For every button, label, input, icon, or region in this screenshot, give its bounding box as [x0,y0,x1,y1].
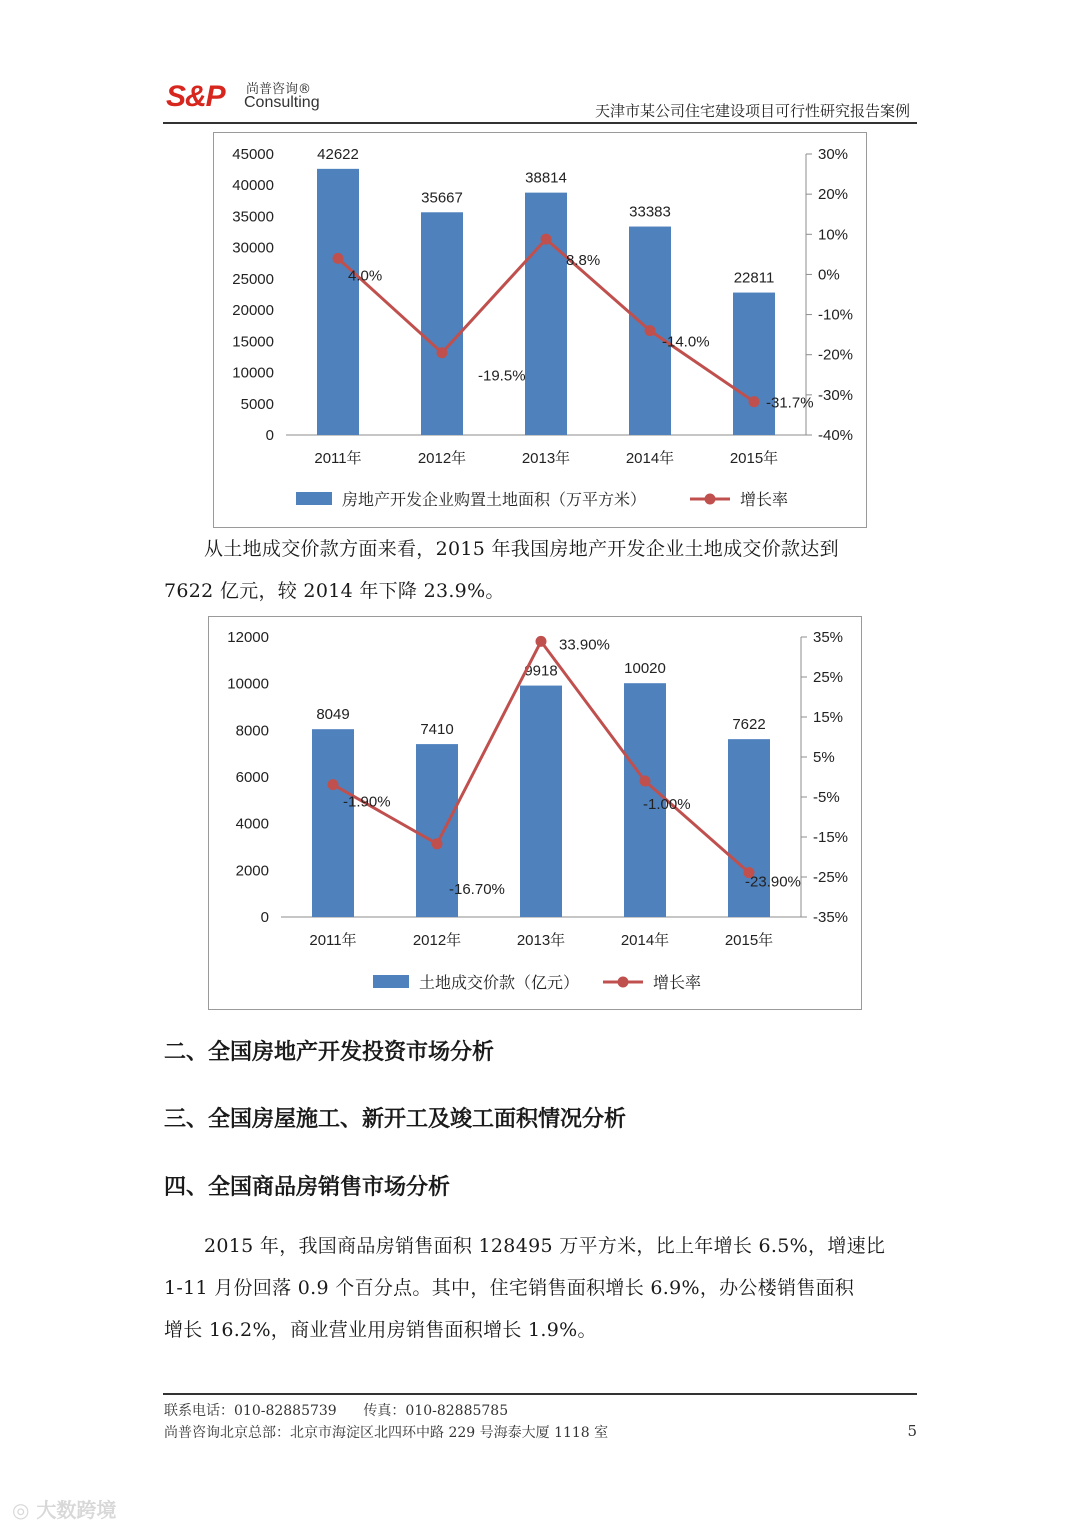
growth-rate-label: -31.7% [766,394,814,412]
right-axis-tick-label: -40% [818,427,854,444]
legend-line-marker [705,494,716,505]
growth-rate-point [437,347,448,358]
left-axis-tick-label: 15000 [232,333,274,351]
category-label: 2012年 [417,450,467,467]
growth-rate-label: -16.70% [449,880,505,898]
paragraph-line [164,528,916,570]
growth-rate-point [536,636,547,647]
paragraph-line [164,1309,916,1351]
left-axis-tick-label: 25000 [232,270,274,288]
right-axis-tick-label: -30% [818,386,854,404]
growth-rate-label: -14.0% [662,333,710,351]
legend-bar-label: 土地成交价款（亿元） [419,975,580,992]
footer-divider [163,1393,917,1395]
legend-line-label: 增长率 [740,492,789,509]
left-axis-tick-label: 45000 [232,146,274,163]
growth-rate-point [640,776,651,787]
growth-rate-point [749,396,760,407]
land-area-chart [213,132,867,528]
land-price-chart-svg [209,617,863,1011]
growth-rate-point [541,234,552,245]
category-label: 2014年 [625,450,675,467]
growth-rate-label: 8.8% [566,252,601,270]
right-axis-tick-label: 30% [818,146,849,163]
bar-value-label: 22811 [733,269,775,287]
section-heading-investment: 二、全国房地产开发投资市场分析 [164,1040,495,1065]
growth-rate-label: -1.00% [643,796,691,813]
category-label: 2013年 [516,932,566,949]
right-axis-tick-label: -25% [813,869,849,886]
category-label: 2012年 [412,932,462,949]
right-axis-tick-label: -20% [818,346,854,364]
growth-rate-label: 33.90% [559,636,610,654]
right-axis-tick-label: 10% [818,226,849,244]
paragraph-text: 2015 年，我国商品房销售面积 128495 万平方米，比上年增长 6.5%，增速比 [204,1235,886,1257]
growth-rate-point [328,779,339,790]
data-bar [317,169,359,435]
legend-line-marker [618,977,629,988]
left-axis-tick-label: 30000 [232,239,274,257]
land-price-paragraph [164,528,916,612]
right-axis-tick-label: 0% [818,266,840,284]
paragraph-line [164,1267,916,1309]
data-bar [312,729,354,917]
left-axis-tick-label: 2000 [235,862,269,880]
logo-english-name: Consulting [244,94,320,111]
right-axis-tick-label: 5% [813,749,835,766]
left-axis-tick-label: 6000 [235,769,269,786]
left-axis-tick-label: 10000 [227,675,269,693]
right-axis-tick-label: 25% [813,669,844,686]
section-heading-sales: 四、全国商品房销售市场分析 [164,1175,451,1200]
bar-value-label: 7622 [732,716,766,734]
bar-value-label: 42622 [317,145,359,163]
paragraph-text: 7622 亿元，较 2014 年下降 23.9%。 [164,580,505,602]
growth-rate-label: -23.90% [745,873,801,891]
category-label: 2015年 [724,932,774,949]
category-label: 2013年 [521,450,571,467]
land-price-chart [208,616,862,1010]
paragraph-line [164,570,916,612]
paragraph-line [164,1225,916,1267]
data-bar [421,212,463,435]
logo-mark: S&P [166,80,225,113]
data-bar [733,293,775,435]
land-area-chart-svg [214,133,868,529]
right-axis-tick-label: -10% [818,306,854,324]
bar-value-label: 35667 [421,189,463,207]
page-number: 5 [907,1422,917,1440]
paragraph-text: 增长 16.2%，商业营业用房销售面积增长 1.9%。 [164,1319,597,1341]
growth-rate-label: -19.5% [478,367,526,385]
watermark [12,1494,116,1523]
right-axis-tick-label: -15% [813,829,849,846]
right-axis-tick-label: -5% [813,789,840,806]
watermark-text: 大数跨境 [36,1498,117,1522]
category-label: 2011年 [314,450,362,467]
right-axis-tick-label: 20% [818,186,849,204]
left-axis-tick-label: 0 [260,909,269,926]
left-axis-tick-label: 40000 [232,177,274,195]
legend-bar-swatch [373,975,409,988]
company-logo [166,78,336,118]
bar-value-label: 8049 [316,706,350,724]
left-axis-tick-label: 4000 [235,815,269,833]
paragraph-text: 1-11 月份回落 0.9 个百分点。其中，住宅销售面积增长 6.9%，办公楼销售面积 [164,1277,855,1299]
bar-value-label: 38814 [525,169,567,187]
paragraph-text: 从土地成交价款方面来看，2015 年我国房地产开发企业土地成交价款达到 [204,538,839,560]
growth-rate-point [432,838,443,849]
growth-rate-label: 4.0% [348,267,383,285]
watermark-icon: ◎ [12,1498,37,1522]
legend-bar-label: 房地产开发企业购置土地面积（万平方米） [342,492,647,509]
category-label: 2014年 [620,932,670,949]
bar-value-label: 33383 [629,203,671,221]
growth-rate-point [645,325,656,336]
logo-chinese-name: 尚普咨询® [246,82,312,97]
bar-value-label: 10020 [624,660,666,678]
left-axis-tick-label: 35000 [232,208,274,226]
left-axis-tick-label: 8000 [235,722,269,740]
legend-bar-swatch [296,492,332,505]
legend-line-label: 增长率 [653,975,702,992]
document-header-title: 天津市某公司住宅建设项目可行性研究报告案例 [594,102,910,120]
left-axis-tick-label: 0 [265,427,274,444]
growth-rate-label: -1.90% [343,793,391,811]
right-axis-tick-label: 15% [813,709,844,726]
section-heading-construction: 三、全国房屋施工、新开工及竣工面积情况分析 [164,1107,627,1132]
footer-contact: 联系电话：010-82885739 传真：010-82885785 [164,1403,509,1419]
header-divider [163,122,917,124]
category-label: 2011年 [309,932,357,949]
sales-paragraph [164,1225,916,1351]
left-axis-tick-label: 10000 [232,364,274,382]
left-axis-tick-label: 12000 [227,629,269,646]
data-bar [525,193,567,435]
bar-value-label: 9918 [524,662,558,680]
footer-address: 尚普咨询北京总部：北京市海淀区北四环中路 229 号海泰大厦 1118 室 [164,1425,609,1441]
right-axis-tick-label: -35% [813,909,849,926]
left-axis-tick-label: 20000 [232,302,274,320]
growth-rate-point [333,253,344,264]
data-bar [520,686,562,917]
category-label: 2015年 [729,450,779,467]
bar-value-label: 7410 [420,721,454,739]
left-axis-tick-label: 5000 [240,395,274,413]
right-axis-tick-label: 35% [813,629,844,646]
